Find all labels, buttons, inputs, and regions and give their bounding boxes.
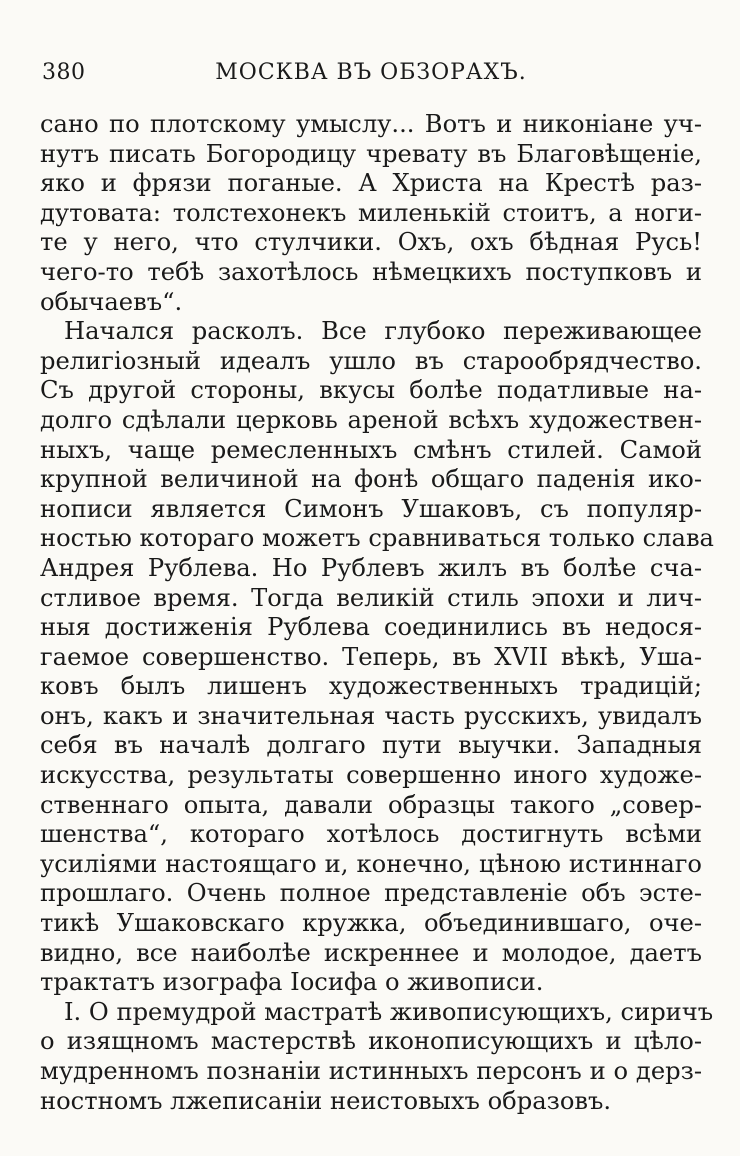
text-line: тикѣ Ушаковскаго кружка, объединившаго, оче-	[40, 909, 702, 938]
text-line: нутъ писать Богородицу чревату въ Благовѣщеніе,	[40, 139, 702, 168]
paragraph	[40, 317, 714, 998]
text-line: мудренномъ познаніи истинныхъ персонъ и о дерз-	[40, 1057, 702, 1085]
text-line: дутовата: толстехонекъ миленькій стоитъ, а ноги-	[40, 198, 702, 227]
running-title: МОСКВА ВЪ ОБЗОРАХЪ.	[215, 60, 527, 85]
text-line: усиліями настоящаго и, конечно, цѣною истиннаго	[40, 849, 702, 878]
text-line: нописи является Симонъ Ушаковъ, съ популяр-	[40, 494, 702, 523]
text-line: сано по плотскому умыслу... Вотъ и никоніане уч-	[40, 110, 702, 138]
text-line: ныхъ, чаще ремесленныхъ смѣнъ стилей. Самой	[40, 435, 702, 464]
text-line: религіозный идеалъ ушло въ старообрядчество.	[40, 346, 702, 375]
text-line: ковъ былъ лишенъ художественныхъ традицій;	[40, 672, 702, 701]
text-line: видно, все наиболѣе искреннее и молодое, даетъ	[40, 938, 702, 967]
text-line: шенства“, котораго хотѣлось достигнуть всѣми	[40, 820, 702, 849]
text-line: ностью котораго можетъ сравниваться только слава	[40, 524, 714, 553]
text-line: ностномъ лжеписаніи неистовыхъ образовъ.	[40, 1086, 612, 1115]
text-line: гаемое совершенство. Теперь, въ XVII вѣкѣ, Уша-	[40, 642, 702, 671]
page-header	[42, 60, 700, 94]
text-line: искусства, результаты совершенно иного художе-	[40, 761, 702, 790]
body-text	[40, 110, 714, 1116]
text-line: Съ другой стороны, вкусы болѣе податливые на-	[40, 376, 702, 405]
text-line: долго сдѣлали церковь ареной всѣхъ художествен-	[40, 405, 702, 434]
text-line: стливое время. Тогда великій стиль эпохи и лич-	[40, 583, 702, 612]
text-line: ственнаго опыта, давали образцы такого „совер-	[40, 790, 702, 819]
text-line: те у него, что стулчики. Охъ, охъ бѣдная Русь!	[40, 228, 702, 257]
text-line: яко и фрязи поганые. А Христа на Крестѣ раз-	[40, 169, 702, 198]
text-line: о изящномъ мастерствѣ иконописующихъ и цѣло-	[40, 1027, 702, 1056]
text-line: Начался расколъ. Все глубоко переживающее	[64, 317, 702, 346]
text-line: трактатъ изографа Іосифа о живописи.	[40, 968, 544, 997]
text-line: ныя достиженія Рублева соединились въ недося-	[40, 613, 702, 642]
text-line: себя въ началѣ долгаго пути выучки. Западныя	[40, 731, 702, 760]
text-line: I. О премудрой мастратѣ живописующихъ, сиричъ	[64, 997, 714, 1026]
page-number: 380	[42, 60, 86, 85]
text-line: онъ, какъ и значительная часть русскихъ, увидалъ	[40, 701, 702, 730]
text-line: прошлаго. Очень полное представленіе объ эсте-	[40, 879, 702, 908]
paragraph	[40, 110, 702, 317]
text-line: крупной величиной на фонѣ общаго паденія ико-	[40, 465, 702, 494]
paragraph	[40, 997, 714, 1116]
text-line: Андрея Рублева. Но Рублевъ жилъ въ болѣе сча-	[40, 553, 702, 582]
text-line: обычаевъ“.	[40, 287, 183, 316]
text-line: чего-то тебѣ захотѣлось нѣмецкихъ поступковъ и	[40, 257, 702, 286]
